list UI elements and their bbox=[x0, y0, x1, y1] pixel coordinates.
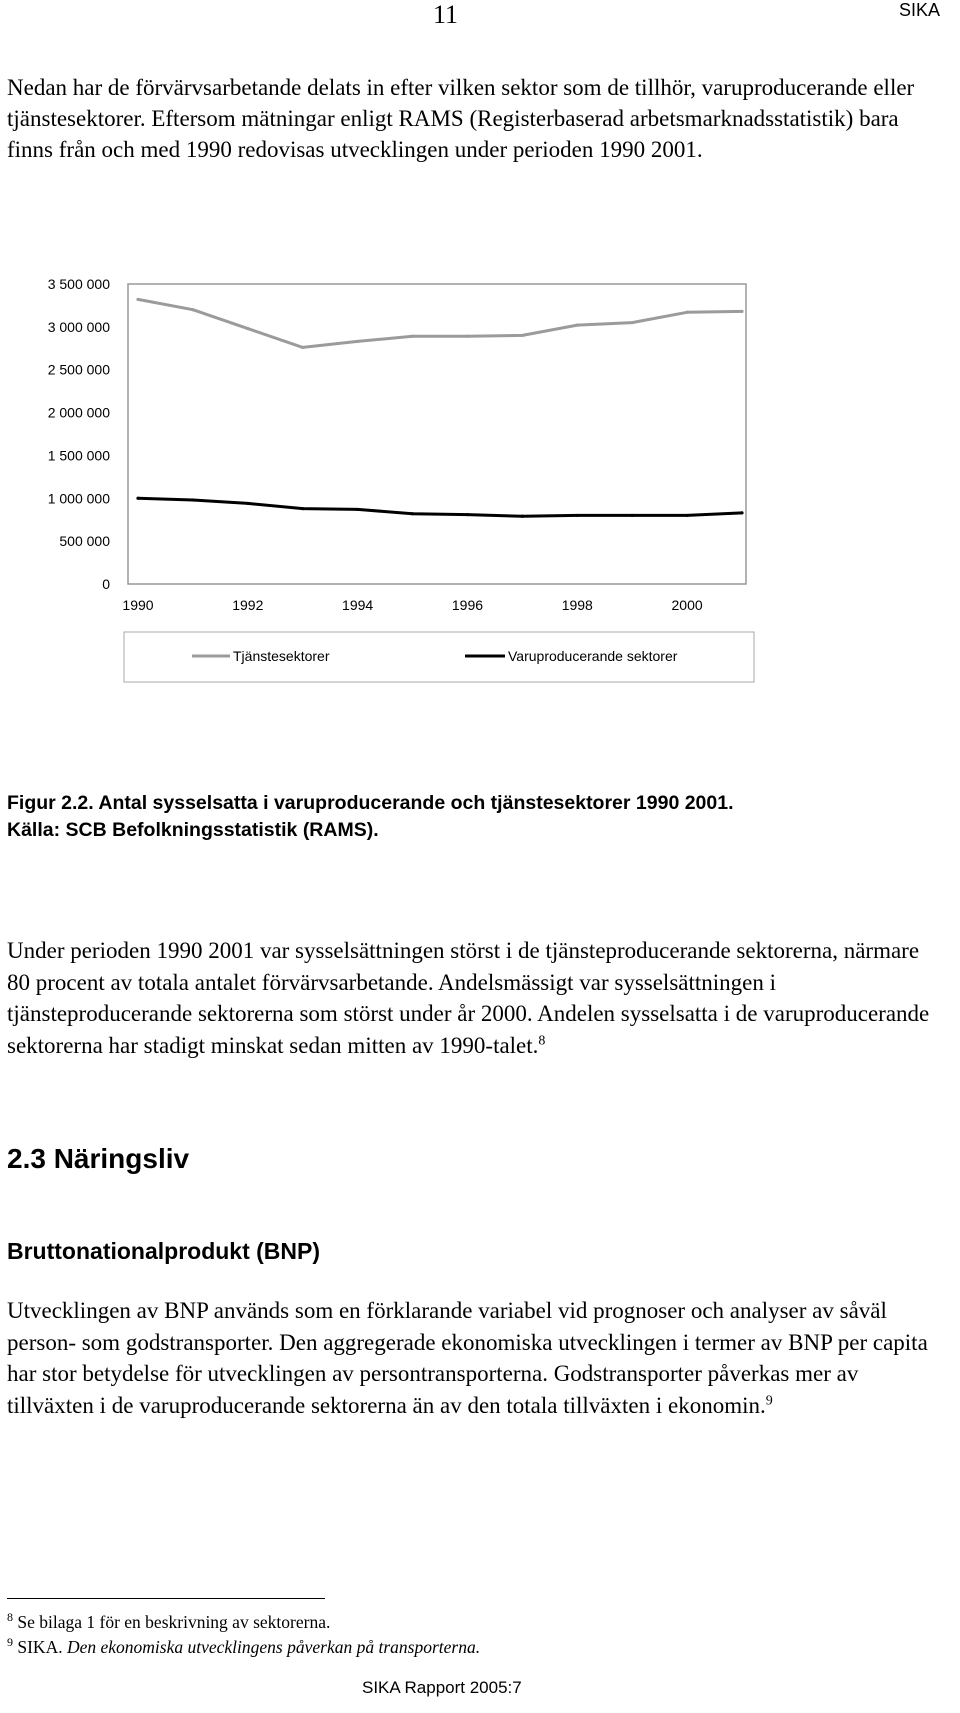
y-tick-label: 0 bbox=[102, 576, 110, 592]
data-point bbox=[631, 514, 634, 517]
data-point bbox=[191, 498, 194, 501]
body-paragraph-employment bbox=[7, 935, 942, 1061]
x-tick-label: 1996 bbox=[451, 597, 484, 613]
caption-title: Figur 2.2. Antal sysselsatta i varuproducerande och tjänstesektorer 1990 2001. bbox=[7, 792, 734, 814]
data-point bbox=[631, 321, 634, 324]
y-tick-label: 3 500 000 bbox=[47, 276, 110, 292]
legend-label: Tjänstesektorer bbox=[233, 648, 330, 664]
chart-series bbox=[136, 298, 743, 518]
series-line-0 bbox=[138, 299, 742, 347]
data-point bbox=[411, 335, 414, 338]
body-paragraph-gdp bbox=[7, 1295, 942, 1421]
chart-legend bbox=[124, 632, 754, 682]
data-point bbox=[466, 335, 469, 338]
data-point bbox=[411, 512, 414, 515]
footnote-number: 8 bbox=[7, 1610, 13, 1625]
page-footer: SIKA Rapport 2005:7 bbox=[362, 1678, 522, 1697]
legend-label: Varuproducerande sektorer bbox=[508, 648, 678, 664]
y-tick-label: 3 000 000 bbox=[47, 318, 110, 335]
footnote-ref-9[interactable]: 9 bbox=[765, 1392, 773, 1408]
data-point bbox=[356, 508, 359, 511]
y-tick-label: 2 000 000 bbox=[47, 404, 110, 421]
footnotes bbox=[7, 1610, 480, 1660]
data-point bbox=[521, 334, 524, 337]
data-point bbox=[576, 514, 579, 517]
y-tick-label: 500 000 bbox=[59, 533, 110, 550]
intro-paragraph: Nedan har de förvärvsarbetande delats in efter vilken sektor som de tillhör, varuproducerande eller tjänstesektorer. Eftersom mätningar enligt RAMS (Registerbaserad arbetsmarknadsstatistik) bara finns från och med 1990 redovisas utvecklingen under perioden 1990 2001. bbox=[7, 75, 915, 162]
y-tick-label: 1 000 000 bbox=[47, 490, 110, 507]
caption-source: Källa: SCB Befolkningsstatistik (RAMS). bbox=[7, 819, 379, 841]
data-point bbox=[740, 511, 743, 514]
footnote-source: SIKA. bbox=[17, 1637, 63, 1657]
data-point bbox=[136, 497, 139, 500]
data-point bbox=[301, 507, 304, 510]
data-point bbox=[685, 514, 688, 517]
data-point bbox=[246, 327, 249, 330]
x-tick-label: 1992 bbox=[232, 597, 264, 613]
footnote-text: Se bilaga 1 för en beskrivning av sektorerna. bbox=[17, 1612, 331, 1632]
x-tick-label: 1990 bbox=[122, 597, 154, 613]
data-point bbox=[246, 502, 249, 505]
brand-label: SIKA bbox=[898, 0, 940, 20]
paragraph-text: Utvecklingen av BNP används som en förklarande variabel vid prognoser och analyser av såväl person- som godstransporter. Den aggregerade ekonomiska utvecklingen i termer av BNP per capita har stor betydelse för utvecklingen av persontransporterna. Godstransporter påverkas mer av tillväxten i de varuproducerande sektorerna än av den totala tillväxten i ekonomin. bbox=[7, 1298, 928, 1418]
employment-line-chart bbox=[20, 262, 820, 752]
y-tick-label: 2 500 000 bbox=[47, 361, 110, 378]
data-point bbox=[191, 308, 194, 311]
data-point bbox=[466, 513, 469, 516]
x-tick-label: 1994 bbox=[342, 597, 374, 613]
page-number: 11 bbox=[433, 0, 459, 29]
subheading: Bruttonationalprodukt (BNP) bbox=[7, 1238, 321, 1264]
y-tick-label: 1 500 000 bbox=[47, 447, 110, 464]
footnote-8 bbox=[7, 1610, 480, 1635]
y-axis-labels bbox=[48, 276, 111, 592]
section-heading: 2.3 Näringsliv bbox=[7, 1143, 190, 1174]
footnote-number: 9 bbox=[7, 1635, 13, 1650]
series-line-1 bbox=[138, 498, 742, 516]
data-point bbox=[521, 515, 524, 518]
data-point bbox=[740, 310, 743, 313]
data-point bbox=[685, 311, 688, 314]
plot-area bbox=[128, 284, 746, 584]
data-point bbox=[301, 346, 304, 349]
figure-caption bbox=[7, 790, 734, 844]
data-point bbox=[136, 298, 139, 301]
footnote-ref-8[interactable]: 8 bbox=[538, 1032, 546, 1048]
x-tick-label: 1998 bbox=[561, 597, 593, 613]
data-point bbox=[356, 340, 359, 343]
x-tick-label: 2000 bbox=[671, 597, 703, 613]
paragraph-text: Under perioden 1990 2001 var sysselsättningen störst i de tjänsteproducerande sektorerna, närmare 80 procent av totala antalet förvärvsarbetande. Andelsmässigt var sysselsättningen i tjänsteproducerande sektorerna som störst under år 2000. Andelen sysselsatta i de varuproducerande sektorerna har stadigt minskat sedan mitten av 1990-talet. bbox=[7, 938, 930, 1058]
x-axis-labels bbox=[122, 597, 702, 613]
footnote-title: Den ekonomiska utvecklingens påverkan på transporterna. bbox=[66, 1637, 481, 1657]
footnote-divider bbox=[7, 1598, 325, 1599]
data-point bbox=[576, 324, 579, 327]
footnote-9 bbox=[7, 1635, 480, 1660]
